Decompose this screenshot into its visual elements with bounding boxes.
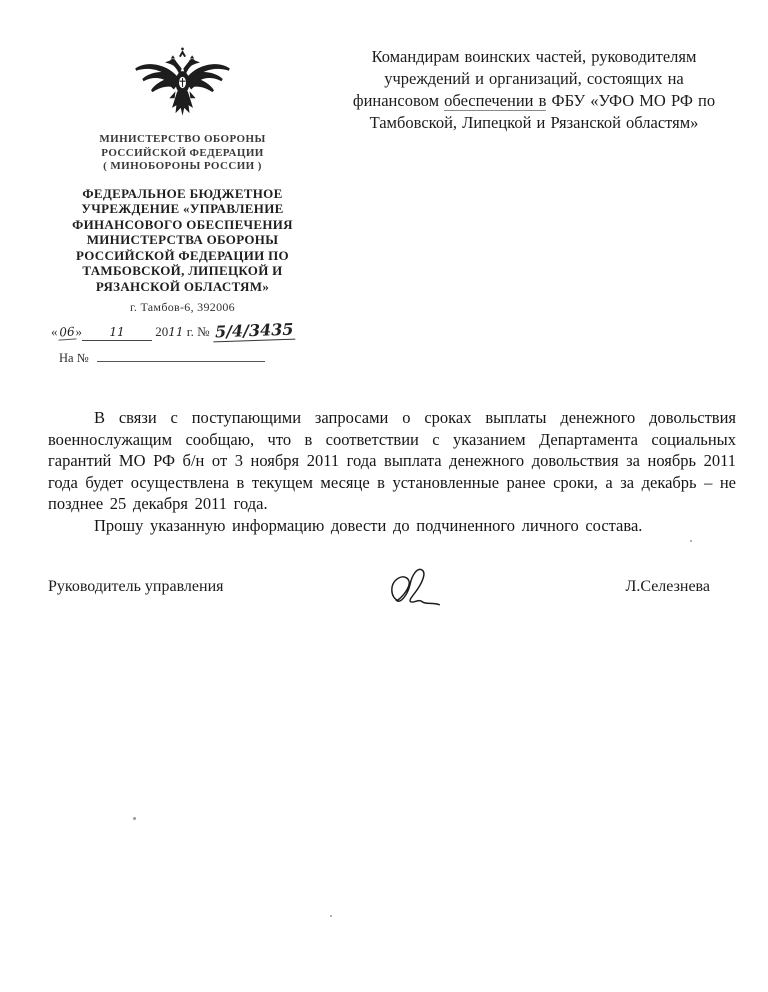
- year-suffix: г. №: [186, 324, 210, 339]
- scan-speck: [330, 915, 332, 917]
- reference-label: На №: [59, 351, 89, 365]
- organization-name: [45, 186, 320, 295]
- double-headed-eagle-emblem: [130, 42, 235, 130]
- org-line: РОССИЙСКОЙ ФЕДЕРАЦИИ ПО: [76, 247, 289, 263]
- addressee-line: Командирам воинских частей, руководителям: [371, 47, 697, 66]
- handwritten-year: 11: [168, 325, 184, 339]
- signer-name: Л.Селезнева: [625, 578, 710, 595]
- signer-title: Руководитель управления: [48, 578, 224, 595]
- org-line: УЧРЕЖДЕНИЕ «УПРАВЛЕНИЕ: [81, 201, 284, 216]
- ministry-line: МИНИСТЕРСТВО ОБОРОНЫ: [99, 133, 266, 145]
- city-postcode-line: г. Тамбов-6, 392006: [130, 300, 235, 314]
- scan-speck: [690, 540, 692, 542]
- handwritten-signature: [386, 556, 446, 625]
- addressee-line: учреждений и организаций, состоящих на: [384, 69, 684, 88]
- addressee-line: Тамбовской, Липецкой и Рязанской областям»: [369, 113, 699, 132]
- addressee-line3-post: ФБУ «УФО МО РФ по: [546, 91, 716, 110]
- ministry-line: ( МИНОБОРОНЫ РОССИИ ): [103, 160, 262, 172]
- signature-row: [48, 556, 736, 628]
- reference-blank-underline: [97, 360, 265, 362]
- addressee-line: [320, 90, 748, 112]
- org-line: ФЕДЕРАЛЬНОЕ БЮДЖЕТНОЕ: [82, 185, 283, 201]
- reference-number-line: [45, 351, 320, 366]
- addressee-block: [320, 46, 748, 134]
- org-line: РЯЗАНСКОЙ ОБЛАСТЯМ»: [95, 278, 270, 294]
- quote-close: »: [75, 324, 82, 339]
- handwritten-outgoing-number: 5/4/3435: [212, 320, 295, 343]
- letterhead-block: [45, 42, 320, 366]
- letter-body: [48, 407, 736, 537]
- org-line: ФИНАНСОВОГО ОБЕСПЕЧЕНИЯ: [72, 216, 293, 232]
- body-paragraph-1: В связи с поступающими запросами о сроках выплаты денежного довольствия военнослужащим сообщаю, что в соответствии с указанием Департамента социальных гарантий МО РФ б/н от 3 ноября 2011 года выплата денежного довольствия за ноябрь 2011 года будет осуществлена в текущем месяце в установленные ранее сроки, а за декабрь – не позднее 25 декабря 2011 года.: [48, 408, 736, 514]
- body-paragraph-2: Прошу указанную информацию довести до подчиненного личного состава.: [94, 515, 643, 535]
- org-line: МИНИСТЕРСТВА ОБОРОНЫ: [86, 232, 279, 247]
- handwritten-month-blank: [82, 325, 152, 341]
- date-number-line: [45, 321, 320, 341]
- ministry-line: РОССИЙСКОЙ ФЕДЕРАЦИИ: [101, 146, 264, 159]
- addressee-line3-pre: финансовом: [352, 91, 445, 110]
- quote-open: «: [51, 324, 58, 339]
- scan-speck: [133, 817, 136, 820]
- ministry-name: [45, 133, 320, 174]
- year-printed: 20: [155, 324, 169, 339]
- org-line: ТАМБОВСКОЙ, ЛИПЕЦКОЙ И: [82, 263, 283, 278]
- addressee-line3-underlined: обеспечении в: [444, 91, 547, 110]
- handwritten-month: 11: [109, 325, 125, 339]
- handwritten-day: 06: [58, 324, 75, 340]
